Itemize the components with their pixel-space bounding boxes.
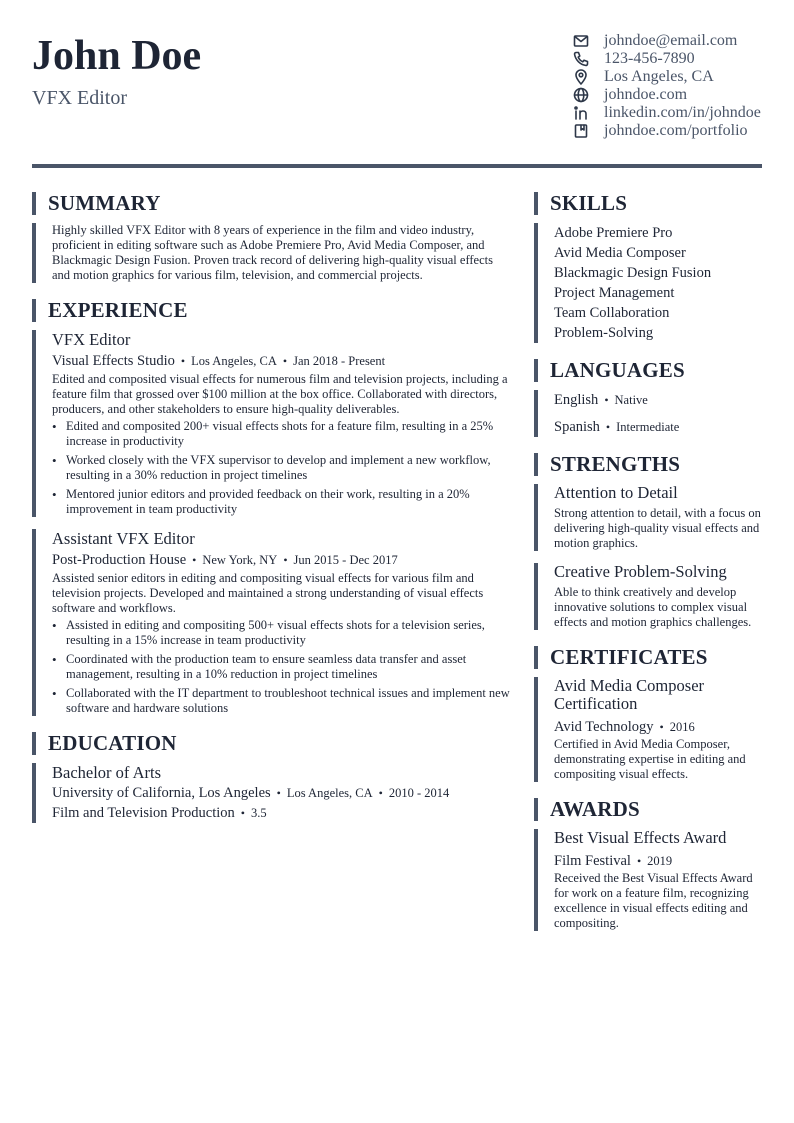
list-item: • Coordinated with the production team to ensure seamless data transfer and asset management, resulting in a 10% reduction in project timelines — [52, 652, 510, 682]
separator-dot: • — [192, 553, 197, 567]
separator-dot: • — [283, 553, 288, 567]
award-entry — [534, 829, 762, 931]
job-company: Visual Effects Studio — [52, 353, 175, 369]
certificate-title: Avid Media Composer Certification — [554, 676, 705, 713]
phone-icon — [572, 51, 590, 67]
language-name: English — [554, 392, 599, 408]
contact-linkedin[interactable] — [572, 104, 782, 122]
contact-email-text: johndoe@email.com — [604, 32, 738, 49]
job-description: Assisted senior editors in editing and compositing visual effects for various film and television projects. Developed and maintained a strong understanding of visual effects software and workflows. — [52, 571, 484, 615]
list-item: • Assisted in editing and compositing 500+ visual effects shots for a television series, resulting in a 15% increase in team productivity — [52, 618, 510, 648]
language-item — [554, 390, 762, 410]
strengths-heading: STRENGTHS — [534, 453, 762, 476]
list-item: • Worked closely with the VFX supervisor to develop and implement a new workflow, resulting in a 30% reduction in project timelines — [52, 453, 510, 483]
contact-email[interactable] — [572, 32, 782, 50]
skill-item: Blackmagic Design Fusion — [554, 265, 712, 281]
separator-dot: • — [378, 786, 383, 800]
education-gpa: 3.5 — [250, 806, 267, 820]
separator-dot: • — [276, 786, 281, 800]
skills-section — [534, 223, 762, 343]
job-entry-2 — [32, 529, 510, 716]
certificate-meta — [554, 717, 762, 737]
language-level: Intermediate — [616, 420, 680, 434]
education-school: University of California, Los Angeles — [52, 785, 271, 801]
contact-linkedin-text: linkedin.com/in/johndoe — [604, 104, 761, 121]
languages-heading: LANGUAGES — [534, 359, 762, 382]
job-title: VFX Editor — [52, 330, 131, 349]
education-meta — [52, 783, 510, 803]
contact-location — [572, 68, 782, 86]
portfolio-icon — [572, 123, 590, 139]
experience-heading: EXPERIENCE — [32, 299, 510, 322]
job-meta — [52, 351, 510, 371]
language-name: Spanish — [554, 419, 600, 435]
list-item: • Edited and composited 200+ visual effects shots for a feature film, resulting in a 25% increase in productivity — [52, 419, 510, 449]
certificates-heading: CERTIFICATES — [534, 646, 762, 669]
education-entry — [32, 763, 510, 823]
contact-portfolio[interactable] — [572, 122, 782, 140]
skill-item: Team Collaboration — [554, 305, 670, 321]
separator-dot: • — [605, 420, 611, 434]
strength-title: Attention to Detail — [554, 483, 678, 502]
awards-heading: AWARDS — [534, 798, 762, 821]
email-icon — [572, 33, 590, 49]
contact-portfolio-text: johndoe.com/portfolio — [604, 122, 748, 139]
award-issuer: Film Festival — [554, 853, 631, 869]
award-year: 2019 — [647, 854, 673, 868]
list-item: • Mentored junior editors and provided feedback on their work, resulting in a 20% improvement in team productivity — [52, 487, 510, 517]
language-item — [554, 417, 762, 437]
award-text: Received the Best Visual Effects Award for work on a feature film, recognizing excellence in visual effects editing and compositing. — [554, 871, 753, 930]
education-location: Los Angeles, CA — [286, 786, 373, 800]
contact-website-text: johndoe.com — [604, 86, 688, 103]
separator-dot: • — [659, 720, 664, 734]
job-company: Post-Production House — [52, 552, 187, 568]
job-bullets — [52, 419, 510, 517]
education-field: Film and Television Production — [52, 805, 235, 821]
contact-location-text: Los Angeles, CA — [604, 68, 714, 85]
certificate-entry — [534, 677, 762, 782]
job-location: Los Angeles, CA — [191, 354, 277, 368]
certificate-year: 2016 — [669, 720, 695, 734]
skill-item: Avid Media Composer — [554, 245, 686, 261]
contact-website[interactable] — [572, 86, 782, 104]
list-item: • Collaborated with the IT department to troubleshoot technical issues and implement new software and hardware solutions — [52, 686, 510, 716]
education-degree: Bachelor of Arts — [52, 763, 162, 782]
skill-item: Adobe Premiere Pro — [554, 225, 673, 241]
contact-phone[interactable] — [572, 50, 782, 68]
strength-text: Strong attention to detail, with a focus on delivering high-quality visual effects and motion graphics. — [554, 506, 761, 550]
summary-text: Highly skilled VFX Editor with 8 years of experience in the film and video industry, proficient in editing software such as Adobe Premiere Pro, Avid Media Composer, and Blackmagic Design Fusion. Proven track record of delivering high-quality visual effects and motion graphics for various film, television, and commercial projects. — [52, 223, 493, 282]
skill-item: Problem-Solving — [554, 325, 654, 341]
job-title: Assistant VFX Editor — [52, 529, 195, 548]
strength-item-2 — [534, 563, 762, 630]
languages-section — [534, 390, 762, 437]
language-level: Native — [614, 393, 648, 407]
separator-dot: • — [240, 806, 245, 820]
strength-item-1 — [534, 484, 762, 551]
education-field-row — [52, 803, 510, 823]
separator-dot: • — [604, 393, 609, 407]
job-dates: Jun 2015 - Dec 2017 — [293, 553, 398, 567]
linkedin-icon — [572, 105, 590, 121]
summary-section — [32, 223, 510, 283]
education-dates: 2010 - 2014 — [388, 786, 450, 800]
job-dates: Jan 2018 - Present — [293, 354, 386, 368]
separator-dot: • — [636, 854, 642, 868]
contact-list — [572, 32, 782, 140]
job-description: Edited and composited visual effects for numerous film and television projects, including a feature film that grossed over $100 million at the box office. Collaborated with directors, producers, and other stakeholders to ensure high-quality deliverables. — [52, 372, 508, 416]
skills-heading: SKILLS — [534, 192, 762, 215]
left-column — [32, 192, 510, 839]
separator-dot: • — [180, 354, 186, 368]
resume-job-title: VFX Editor — [32, 87, 127, 109]
job-entry-1 — [32, 330, 510, 517]
skill-item: Project Management — [554, 285, 675, 301]
strength-title: Creative Problem-Solving — [554, 562, 727, 581]
globe-icon — [572, 87, 590, 103]
job-bullets — [52, 618, 510, 716]
summary-heading: SUMMARY — [32, 192, 510, 215]
certificate-issuer: Avid Technology — [554, 719, 654, 735]
job-meta — [52, 550, 510, 570]
right-column — [534, 192, 762, 947]
award-title: Best Visual Effects Award — [554, 828, 727, 847]
header-divider — [32, 164, 762, 168]
contact-phone-text: 123-456-7890 — [604, 50, 695, 67]
location-icon — [572, 69, 590, 85]
strength-text: Able to think creatively and develop innovative solutions to complex visual effects and motion graphics challenges. — [554, 585, 752, 629]
education-heading: EDUCATION — [32, 732, 510, 755]
certificate-text: Certified in Avid Media Composer, demonstrating expertise in editing and compositing visual effects. — [554, 737, 746, 781]
job-location: New York, NY — [202, 553, 278, 567]
separator-dot: • — [282, 354, 288, 368]
award-meta — [554, 851, 762, 871]
resume-name: John Doe — [32, 33, 202, 79]
